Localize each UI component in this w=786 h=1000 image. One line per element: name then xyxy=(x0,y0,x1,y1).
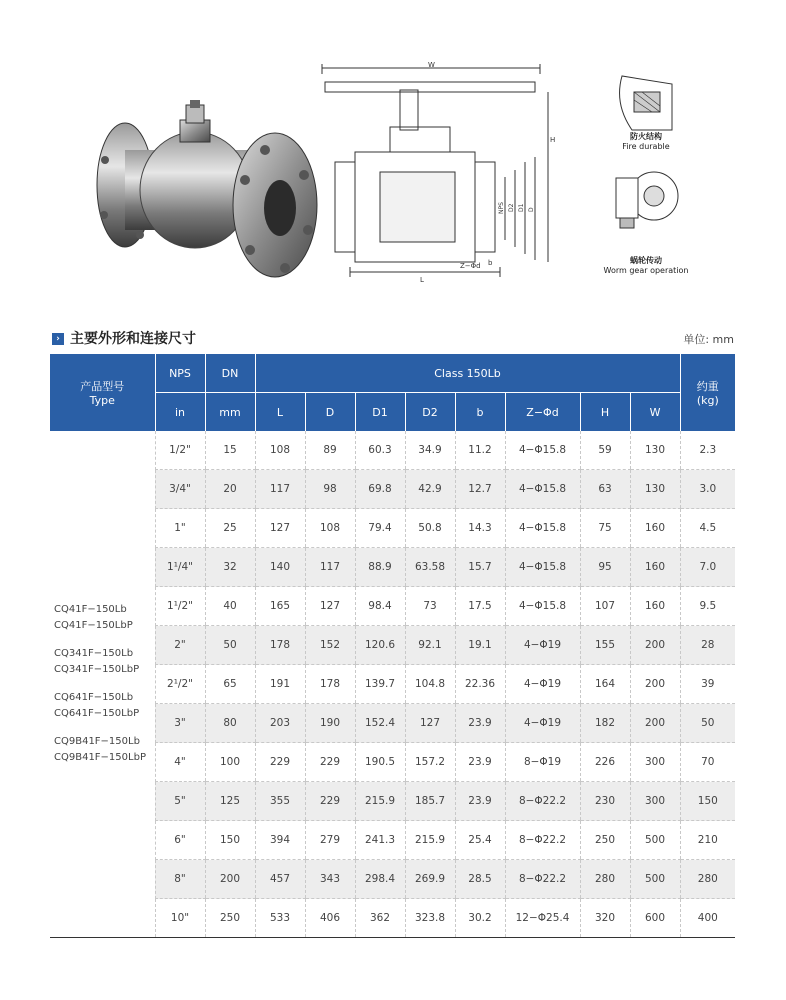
table-cell: 23.9 xyxy=(455,704,505,743)
table-cell: 28 xyxy=(680,626,735,665)
table-cell: 127 xyxy=(405,704,455,743)
table-cell: 8" xyxy=(155,860,205,899)
table-cell: 15 xyxy=(205,431,255,470)
table-cell: 343 xyxy=(305,860,355,899)
table-cell: 250 xyxy=(205,899,255,938)
table-cell: 7.0 xyxy=(680,548,735,587)
table-cell: 152 xyxy=(305,626,355,665)
header-dn-unit: mm xyxy=(205,393,255,432)
table-cell: 150 xyxy=(205,821,255,860)
type-group xyxy=(54,734,155,766)
table-cell: 400 xyxy=(680,899,735,938)
table-cell: 117 xyxy=(305,548,355,587)
table-cell: 300 xyxy=(630,782,680,821)
table-cell: 15.7 xyxy=(455,548,505,587)
table-cell: 22.36 xyxy=(455,665,505,704)
type-group xyxy=(54,602,155,634)
table-cell: 1" xyxy=(155,509,205,548)
header-weight: 约重 (kg) xyxy=(680,354,735,431)
table-cell: 4.5 xyxy=(680,509,735,548)
table-cell: 298.4 xyxy=(355,860,405,899)
table-cell: 3" xyxy=(155,704,205,743)
header-class: Class 150Lb xyxy=(255,354,680,393)
table-cell: 79.4 xyxy=(355,509,405,548)
table-cell: 12.7 xyxy=(455,470,505,509)
table-cell: 4−Φ19 xyxy=(505,704,580,743)
table-cell: 108 xyxy=(255,431,305,470)
header-col-d: D xyxy=(305,393,355,432)
type-cell xyxy=(50,431,155,938)
table-cell: 2" xyxy=(155,626,205,665)
table-cell: 269.9 xyxy=(405,860,455,899)
table-cell: 3.0 xyxy=(680,470,735,509)
table-cell: 32 xyxy=(205,548,255,587)
table-cell: 4−Φ15.8 xyxy=(505,509,580,548)
table-cell: 12−Φ25.4 xyxy=(505,899,580,938)
table-cell: 160 xyxy=(630,509,680,548)
table-cell: 108 xyxy=(305,509,355,548)
table-cell: 39 xyxy=(680,665,735,704)
table-cell: 200 xyxy=(205,860,255,899)
table-cell: 406 xyxy=(305,899,355,938)
table-cell: 25.4 xyxy=(455,821,505,860)
table-cell: 500 xyxy=(630,821,680,860)
table-cell: 323.8 xyxy=(405,899,455,938)
table-cell: 139.7 xyxy=(355,665,405,704)
table-cell: 229 xyxy=(305,743,355,782)
table-cell: 230 xyxy=(580,782,630,821)
table-cell: 50.8 xyxy=(405,509,455,548)
table-cell: 200 xyxy=(630,626,680,665)
fire-durable-detail xyxy=(612,74,680,132)
section-title: 主要外形和连接尺寸 xyxy=(70,331,196,347)
table-cell: 200 xyxy=(630,665,680,704)
section-marker-icon: › xyxy=(52,333,64,345)
drawing-label-w: W xyxy=(428,62,435,69)
table-cell: 4−Φ19 xyxy=(505,626,580,665)
table-cell: 1¹/4" xyxy=(155,548,205,587)
table-cell: 10" xyxy=(155,899,205,938)
type-group xyxy=(54,690,155,722)
header-col-w: W xyxy=(630,393,680,432)
table-cell: 6" xyxy=(155,821,205,860)
table-cell: 140 xyxy=(255,548,305,587)
ball-valve-photo xyxy=(90,100,325,285)
drawing-label-h: H xyxy=(550,136,556,144)
drawing-label-zphid: Z−Φd xyxy=(460,262,481,270)
table-cell: 63 xyxy=(580,470,630,509)
table-cell: 73 xyxy=(405,587,455,626)
table-cell: 250 xyxy=(580,821,630,860)
table-cell: 600 xyxy=(630,899,680,938)
table-cell: 127 xyxy=(305,587,355,626)
table-cell: 88.9 xyxy=(355,548,405,587)
table-cell: 300 xyxy=(630,743,680,782)
table-cell: 190 xyxy=(305,704,355,743)
table-cell: 203 xyxy=(255,704,305,743)
drawing-label-l: L xyxy=(420,276,424,284)
table-cell: 8−Φ22.2 xyxy=(505,782,580,821)
header-col-d2: D2 xyxy=(405,393,455,432)
table-cell: 160 xyxy=(630,548,680,587)
table-cell: 23.9 xyxy=(455,743,505,782)
table-cell: 14.3 xyxy=(455,509,505,548)
header-type: 产品型号 Type xyxy=(50,354,155,431)
table-cell: 98 xyxy=(305,470,355,509)
type-model: CQ41F−150LbP xyxy=(54,620,133,631)
valve-dimension-drawing xyxy=(320,62,565,287)
header-dn: DN xyxy=(205,354,255,393)
table-cell: 127 xyxy=(255,509,305,548)
type-model: CQ341F−150Lb xyxy=(54,648,134,659)
table-cell: 23.9 xyxy=(455,782,505,821)
table-cell: 50 xyxy=(205,626,255,665)
table-cell: 182 xyxy=(580,704,630,743)
drawing-label-d1: D1 xyxy=(518,203,525,212)
table-cell: 155 xyxy=(580,626,630,665)
table-cell: 200 xyxy=(630,704,680,743)
table-cell: 215.9 xyxy=(355,782,405,821)
table-cell: 229 xyxy=(305,782,355,821)
table-cell: 8−Φ22.2 xyxy=(505,821,580,860)
table-cell: 1/2" xyxy=(155,431,205,470)
table-cell: 241.3 xyxy=(355,821,405,860)
table-cell: 65 xyxy=(205,665,255,704)
table-cell: 4−Φ15.8 xyxy=(505,548,580,587)
worm-gear-caption-en: Worm gear operation xyxy=(603,266,689,275)
header-col-h: H xyxy=(580,393,630,432)
table-cell: 28.5 xyxy=(455,860,505,899)
fire-durable-caption-cn: 防火结构 xyxy=(630,132,662,141)
type-model: CQ341F−150LbP xyxy=(54,664,140,675)
table-cell: 164 xyxy=(580,665,630,704)
table-cell: 125 xyxy=(205,782,255,821)
table-cell: 120.6 xyxy=(355,626,405,665)
table-cell: 117 xyxy=(255,470,305,509)
header-col-zphid: Z−Φd xyxy=(505,393,580,432)
table-cell: 320 xyxy=(580,899,630,938)
table-cell: 500 xyxy=(630,860,680,899)
type-model: CQ41F−150Lb xyxy=(54,604,127,615)
dimension-table xyxy=(50,354,735,938)
table-cell: 8−Φ19 xyxy=(505,743,580,782)
table-cell: 4−Φ19 xyxy=(505,665,580,704)
table-cell: 280 xyxy=(680,860,735,899)
table-cell: 25 xyxy=(205,509,255,548)
header-col-l: L xyxy=(255,393,305,432)
table-cell: 229 xyxy=(255,743,305,782)
table-cell: 130 xyxy=(630,470,680,509)
drawing-label-b: b xyxy=(488,259,493,267)
type-model: CQ9B41F−150Lb xyxy=(54,736,140,747)
header-col-b: b xyxy=(455,393,505,432)
table-cell: 457 xyxy=(255,860,305,899)
table-cell: 157.2 xyxy=(405,743,455,782)
table-cell: 130 xyxy=(630,431,680,470)
table-cell: 280 xyxy=(580,860,630,899)
table-cell: 2¹/2" xyxy=(155,665,205,704)
table-cell: 1¹/2" xyxy=(155,587,205,626)
table-cell: 210 xyxy=(680,821,735,860)
header-nps-unit: in xyxy=(155,393,205,432)
table-cell: 100 xyxy=(205,743,255,782)
table-cell: 4−Φ15.8 xyxy=(505,470,580,509)
table-cell: 30.2 xyxy=(455,899,505,938)
table-cell: 20 xyxy=(205,470,255,509)
table-cell: 75 xyxy=(580,509,630,548)
table-cell: 8−Φ22.2 xyxy=(505,860,580,899)
unit-label: 单位: mm xyxy=(683,333,734,346)
table-cell: 355 xyxy=(255,782,305,821)
drawing-label-nps: NPS xyxy=(498,202,505,214)
table-cell: 63.58 xyxy=(405,548,455,587)
table-cell: 89 xyxy=(305,431,355,470)
table-cell: 19.1 xyxy=(455,626,505,665)
type-model: CQ641F−150LbP xyxy=(54,708,140,719)
table-cell: 11.2 xyxy=(455,431,505,470)
fire-durable-caption-en: Fire durable xyxy=(622,142,670,151)
table-cell: 160 xyxy=(630,587,680,626)
table-cell: 190.5 xyxy=(355,743,405,782)
table-cell: 69.8 xyxy=(355,470,405,509)
table-cell: 34.9 xyxy=(405,431,455,470)
table-cell: 107 xyxy=(580,587,630,626)
table-cell: 17.5 xyxy=(455,587,505,626)
table-cell: 70 xyxy=(680,743,735,782)
table-cell: 533 xyxy=(255,899,305,938)
table-cell: 2.3 xyxy=(680,431,735,470)
table-cell: 98.4 xyxy=(355,587,405,626)
table-cell: 178 xyxy=(255,626,305,665)
table-cell: 362 xyxy=(355,899,405,938)
header-nps: NPS xyxy=(155,354,205,393)
table-row xyxy=(50,431,735,470)
type-model: CQ9B41F−150LbP xyxy=(54,752,146,763)
worm-gear-caption-cn: 蜗轮传动 xyxy=(630,256,662,265)
header-col-d1: D1 xyxy=(355,393,405,432)
table-cell: 4" xyxy=(155,743,205,782)
table-cell: 104.8 xyxy=(405,665,455,704)
drawing-label-d2: D2 xyxy=(508,203,515,212)
table-cell: 152.4 xyxy=(355,704,405,743)
table-cell: 9.5 xyxy=(680,587,735,626)
table-cell: 191 xyxy=(255,665,305,704)
table-cell: 150 xyxy=(680,782,735,821)
table-cell: 80 xyxy=(205,704,255,743)
table-cell: 394 xyxy=(255,821,305,860)
table-cell: 3/4" xyxy=(155,470,205,509)
table-cell: 59 xyxy=(580,431,630,470)
table-cell: 185.7 xyxy=(405,782,455,821)
type-group xyxy=(54,646,155,678)
table-cell: 165 xyxy=(255,587,305,626)
table-cell: 4−Φ15.8 xyxy=(505,431,580,470)
worm-gear-detail xyxy=(610,168,682,230)
table-cell: 226 xyxy=(580,743,630,782)
table-cell: 215.9 xyxy=(405,821,455,860)
table-cell: 50 xyxy=(680,704,735,743)
table-cell: 5" xyxy=(155,782,205,821)
table-cell: 40 xyxy=(205,587,255,626)
drawing-label-d: D xyxy=(528,207,535,212)
table-cell: 92.1 xyxy=(405,626,455,665)
table-cell: 178 xyxy=(305,665,355,704)
table-cell: 95 xyxy=(580,548,630,587)
table-cell: 60.3 xyxy=(355,431,405,470)
table-cell: 4−Φ15.8 xyxy=(505,587,580,626)
type-model: CQ641F−150Lb xyxy=(54,692,134,703)
table-cell: 279 xyxy=(305,821,355,860)
table-cell: 42.9 xyxy=(405,470,455,509)
